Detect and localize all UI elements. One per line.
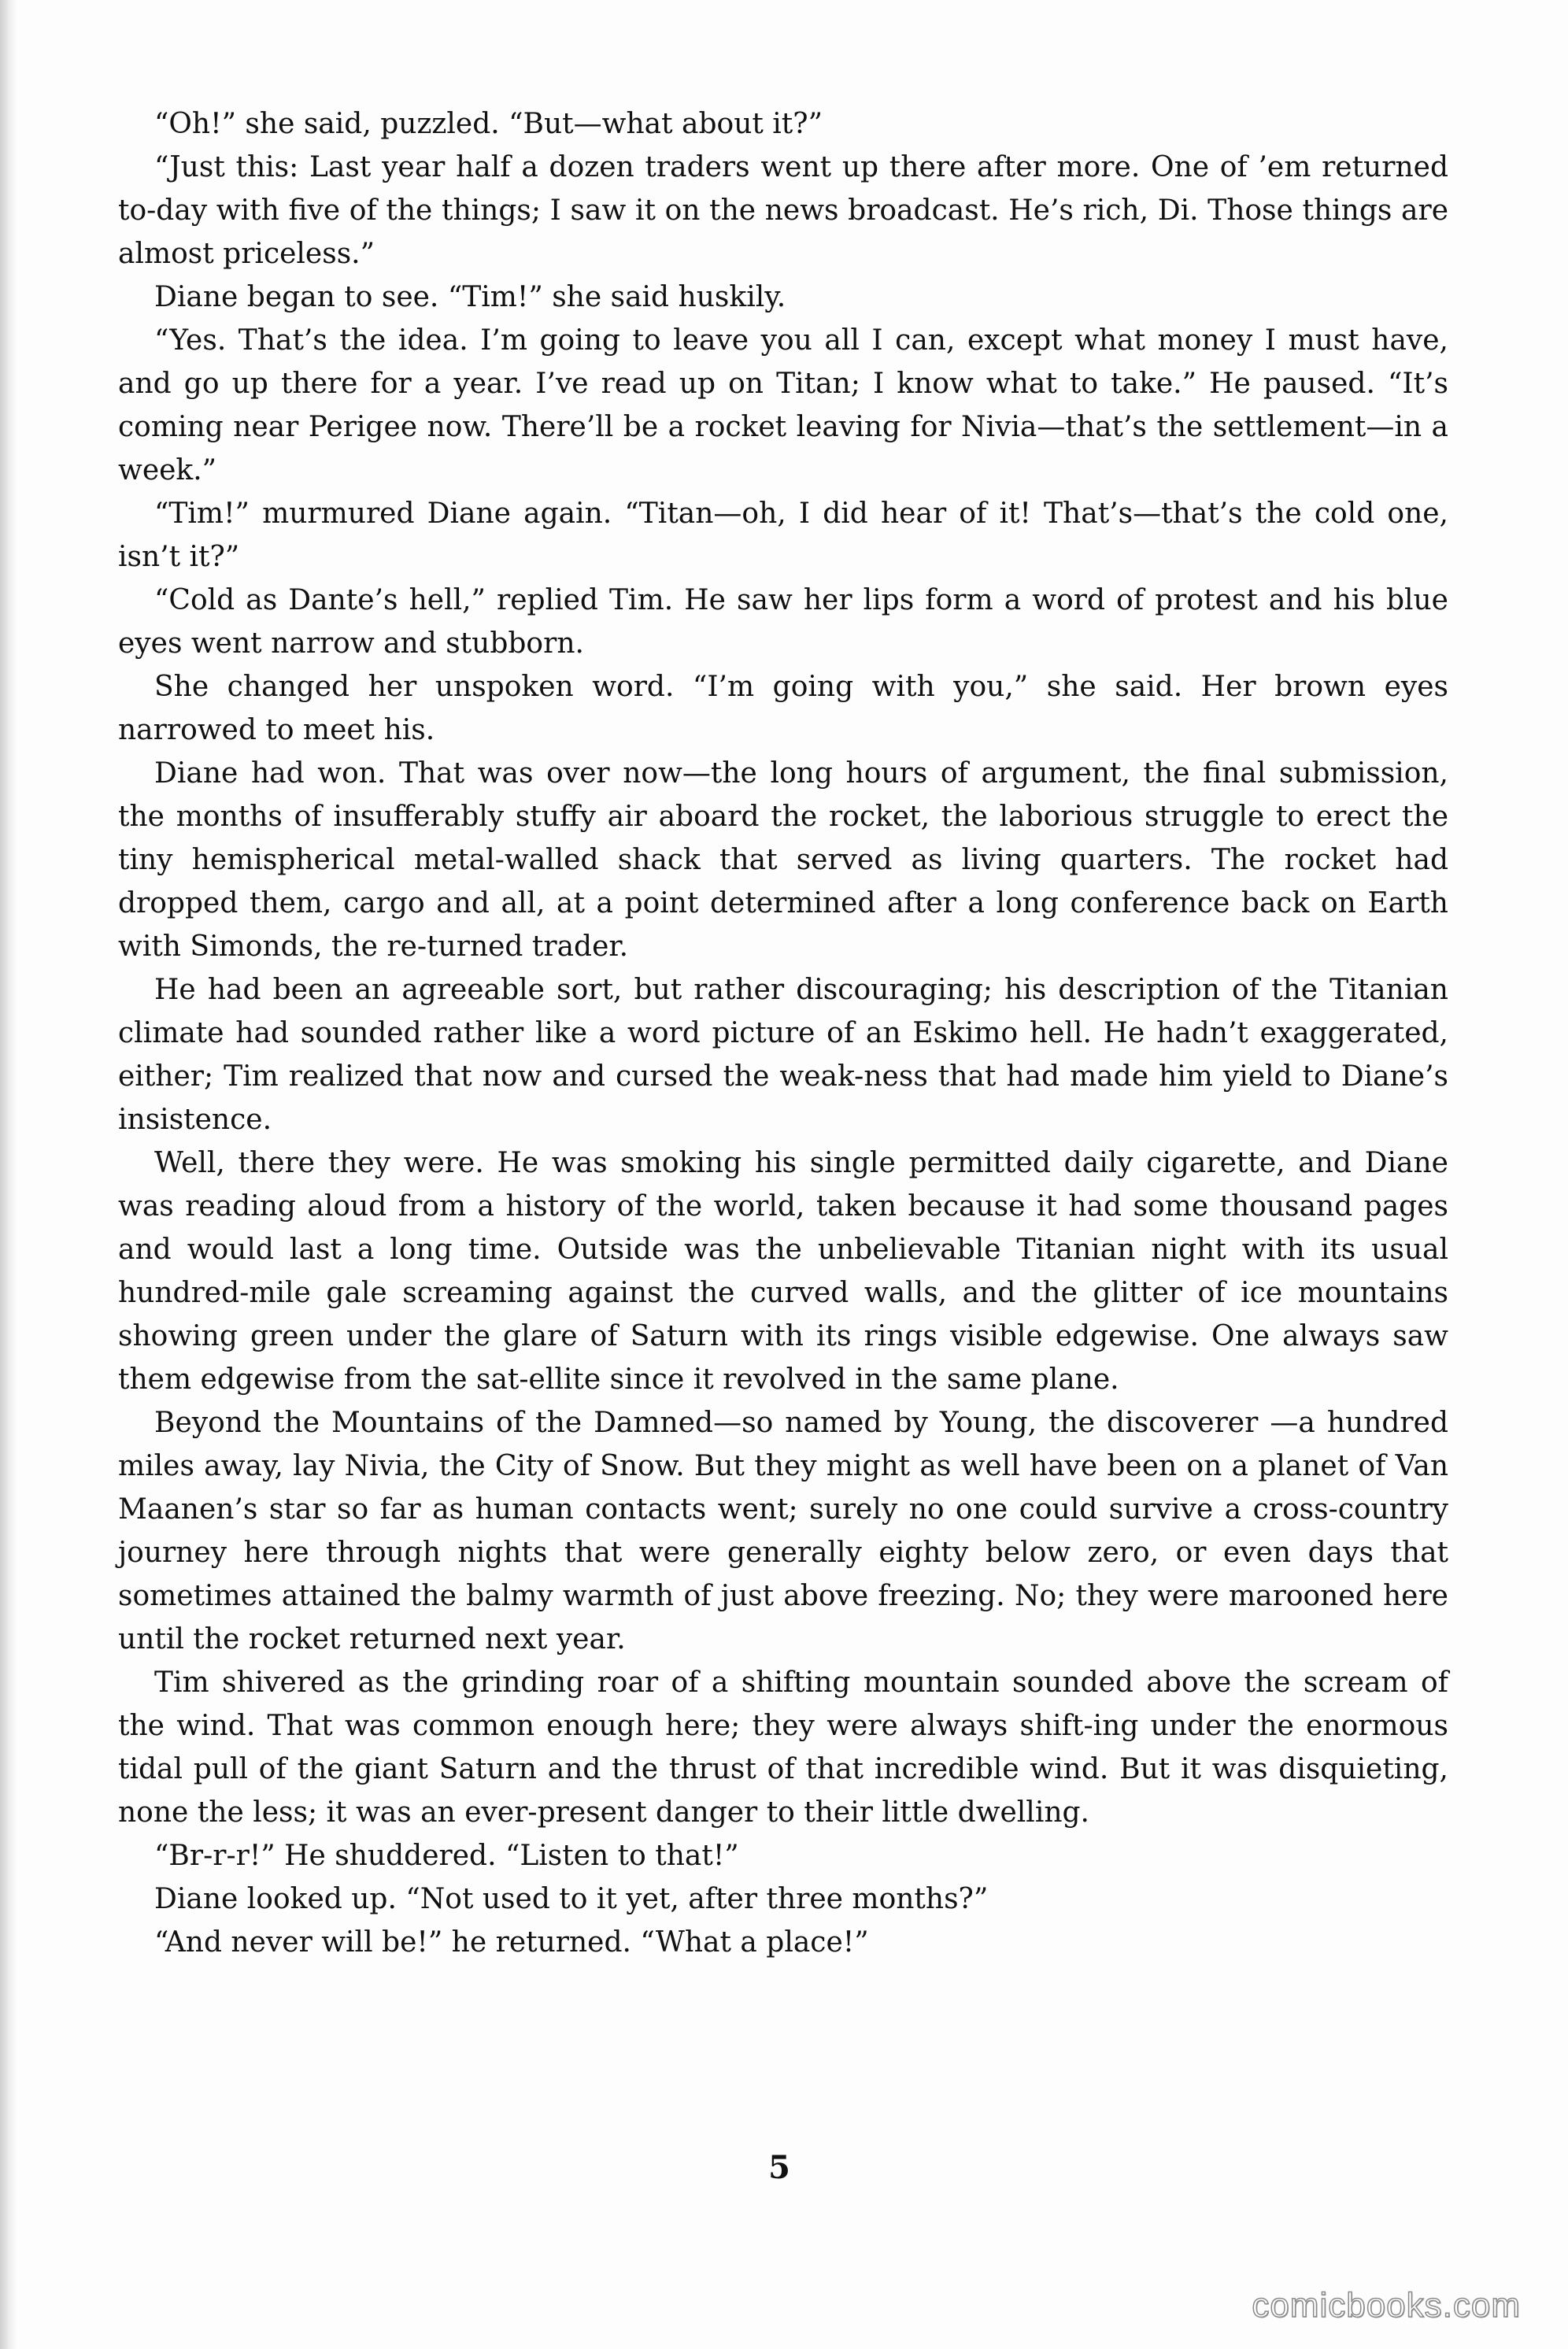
paragraph: “Just this: Last year half a dozen traders went up there after more. One of ’em returned to-day with five of the things; I saw it on the news broadcast. He’s rich, Di. Those things are almost priceless.” bbox=[118, 151, 1448, 270]
watermark: comicbooks.com bbox=[1252, 2286, 1521, 2325]
paragraph: Diane looked up. “Not used to it yet, after three months?” bbox=[154, 1883, 989, 1915]
paragraph: “And never will be!” he returned. “What a place!” bbox=[154, 1926, 869, 1959]
paragraph: “Cold as Dante’s hell,” replied Tim. He saw her lips form a word of protest and his blue eyes went narrow and stubborn. bbox=[118, 584, 1448, 660]
paragraph: “Tim!” murmured Diane again. “Titan—oh, I did hear of it! That’s—that’s the cold one, isn’t it?” bbox=[118, 498, 1448, 573]
paragraph: She changed her unspoken word. “I’m going with you,” she said. Her brown eyes narrowed to meet his. bbox=[118, 671, 1448, 746]
paragraph: “Yes. That’s the idea. I’m going to leave you all I can, except what money I must have, and go up there for a year. I’ve read up on Titan; I know what to take.” He paused. “It’s coming near Perigee now. There’ll be a rocket leaving for Nivia—that’s the settlement—in a week.” bbox=[118, 324, 1448, 486]
paragraph: He had been an agreeable sort, but rather discouraging; his description of the Titanian climate had sounded rather like a word picture of an Eskimo hell. He hadn’t exaggerated, either; Tim realized that now and cursed the weak-ness that had made him yield to Diane’s insistence. bbox=[118, 974, 1448, 1136]
paragraph: Diane had won. That was over now—the long hours of argument, the final submission, the months of insufferably stuffy air aboard the rocket, the laborious struggle to erect the tiny hemispherical metal-walled shack that served as living quarters. The rocket had dropped them, cargo and all, at a point determined after a long conference back on Earth with Simonds, the re-turned trader. bbox=[118, 757, 1448, 963]
paragraph: “Oh!” she said, puzzled. “But—what about it?” bbox=[154, 108, 823, 140]
paragraph: Diane began to see. “Tim!” she said huskily. bbox=[154, 281, 786, 313]
paragraph: Beyond the Mountains of the Damned—so named by Young, the discoverer —a hundred miles away, lay Nivia, the City of Snow. But they might as well have been on a planet of Van Maanen’s star so far as human contacts went; surely no one could survive a cross-country journey here through nights that were generally eighty below zero, or even days that sometimes attained the balmy warmth of just above freezing. No; they were marooned here until the rocket returned next year. bbox=[118, 1407, 1448, 1655]
paragraph: Tim shivered as the grinding roar of a shifting mountain sounded above the scream of the wind. That was common enough here; they were always shift-ing under the enormous tidal pull of the giant Saturn and the thrust of that incredible wind. But it was disquieting, none the less; it was an ever-present danger to their little dwelling. bbox=[118, 1666, 1448, 1829]
page-binding-edge bbox=[0, 0, 17, 2349]
paragraph: Well, there they were. He was smoking his single permitted daily cigarette, and Diane was reading aloud from a history of the world, taken because it had some thousand pages and would last a long time. Outside was the unbelievable Titanian night with its usual hundred-mile gale screaming against the curved walls, and the glitter of ice mountains showing green under the glare of Saturn with its rings visible edgewise. One always saw them edgewise from the sat-ellite since it revolved in the same plane. bbox=[118, 1147, 1448, 1396]
story-text bbox=[118, 102, 1448, 1964]
page-number: 5 bbox=[768, 2149, 790, 2186]
paragraph: “Br-r-r!” He shuddered. “Listen to that!” bbox=[154, 1840, 739, 1872]
